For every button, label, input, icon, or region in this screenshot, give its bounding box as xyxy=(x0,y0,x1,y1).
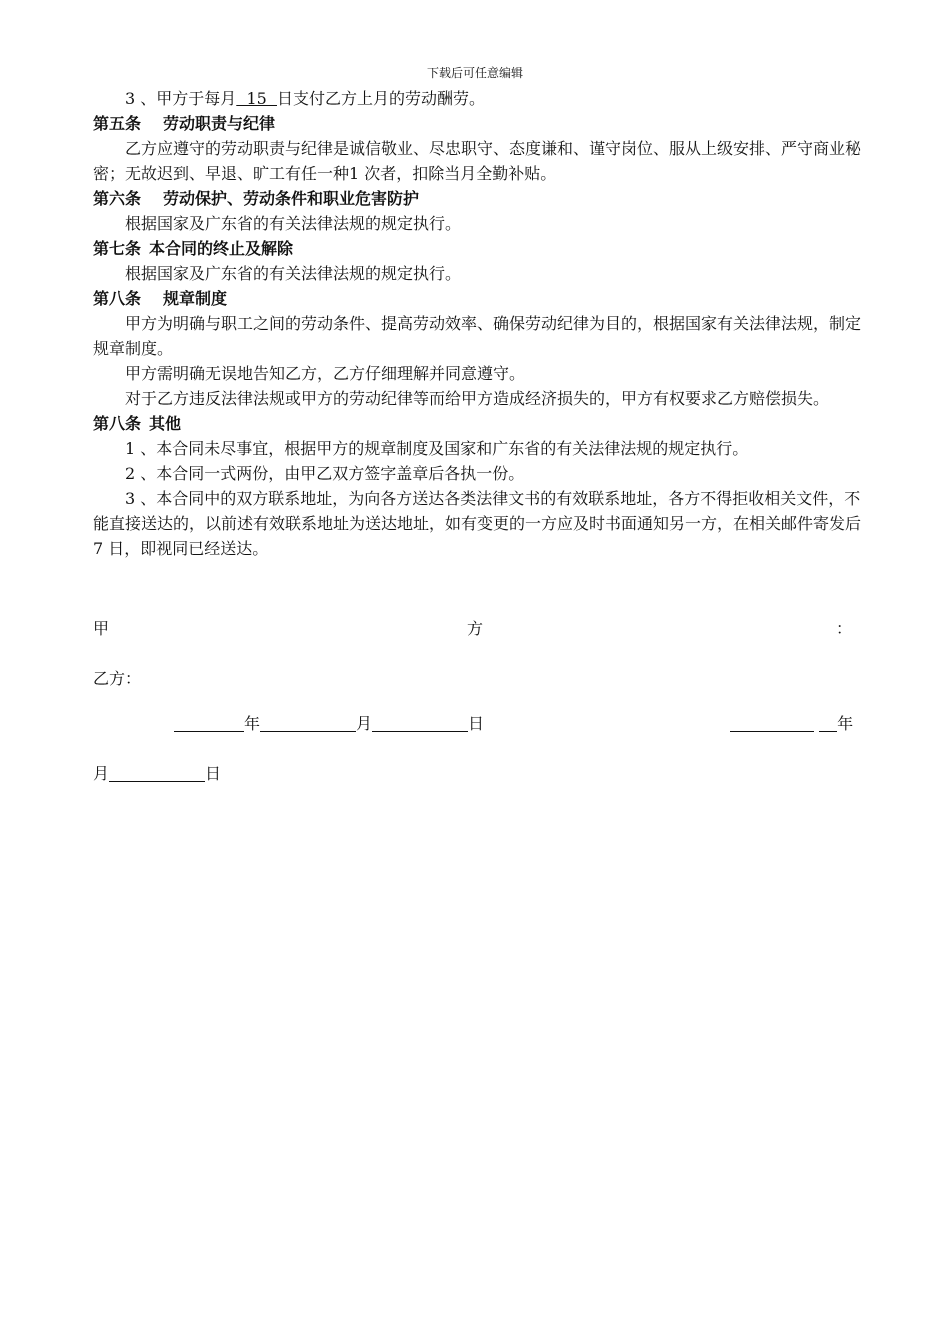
article-title: 规章制度 xyxy=(163,289,228,308)
payment-day: 15 xyxy=(236,89,277,108)
article-title: 本合同的终止及解除 xyxy=(149,239,294,258)
article-other-heading xyxy=(93,411,868,436)
year-label: 年 xyxy=(837,714,854,733)
party-b-label: 乙方： xyxy=(93,669,142,688)
article-title: 其他 xyxy=(149,414,182,433)
article-number: 第六条 xyxy=(93,189,142,208)
party-a-label-2: 方 xyxy=(467,619,484,638)
party-a-label-1: 甲 xyxy=(93,619,110,638)
day-label: 日 xyxy=(205,764,222,783)
party-a-colon: ： xyxy=(836,619,853,638)
contract-body xyxy=(93,86,868,561)
payment-text-post: 日支付乙方上月的劳动酬劳。 xyxy=(276,89,485,108)
article-number: 第八条 xyxy=(93,289,142,308)
article-7-text: 根据国家及广东省的有关法律法规的规定执行。 xyxy=(125,264,462,283)
date-a xyxy=(174,713,484,735)
date-b-month-day xyxy=(93,763,221,785)
day-blank[interactable] xyxy=(372,713,468,732)
article-7-heading xyxy=(93,236,868,261)
year-blank-tail xyxy=(819,713,837,732)
day-label: 日 xyxy=(468,714,485,733)
article-8-text-3: 对于乙方违反法律法规或甲方的劳动纪律等而给甲方造成经济损失的，甲方有权要求乙方赔偿损失。 xyxy=(125,389,830,408)
month-blank[interactable] xyxy=(260,713,356,732)
year-blank[interactable] xyxy=(730,713,814,732)
article-other-text-2: 2 、本合同一式两份，由甲乙双方签字盖章后各执一份。 xyxy=(125,464,525,483)
article-8-heading xyxy=(93,286,868,311)
page-header: 下载后可任意编辑 xyxy=(426,66,523,80)
article-5-heading xyxy=(93,111,868,136)
article-title: 劳动职责与纪律 xyxy=(163,114,276,133)
article-other-text-3: 3 、本合同中的双方联系地址，为向各方送达各类法律文书的有效联系地址，各方不得拒收相关文件，不能直接送达的，以前述有效联系地址为送达地址，如有变更的一方应及时书面通知另一方，在相关邮件寄发后7 日，即视同已经送达。 xyxy=(93,489,862,558)
payment-text-pre: 3 、甲方于每月 xyxy=(125,89,237,108)
article-5-text: 乙方应遵守的劳动职责与纪律是诚信敬业、尽忠职守、态度谦和、谨守岗位、服从上级安排、严守商业秘密；无故迟到、早退、旷工有任一种1 次者，扣除当月全勤补贴。 xyxy=(93,139,862,183)
day-blank[interactable] xyxy=(109,763,205,782)
year-blank-tail xyxy=(230,713,244,732)
article-other-text-1: 1 、本合同未尽事宜，根据甲方的规章制度及国家和广东省的有关法律法规的规定执行。 xyxy=(125,439,749,458)
article-6-heading xyxy=(93,186,868,211)
article-title: 劳动保护、劳动条件和职业危害防护 xyxy=(163,189,420,208)
article-8-text-2: 甲方需明确无误地告知乙方，乙方仔细理解并同意遵守。 xyxy=(125,364,526,383)
year-label: 年 xyxy=(244,714,261,733)
article-number: 第八条 xyxy=(93,414,142,433)
article-8-text-1: 甲方为明确与职工之间的劳动条件、提高劳动效率、确保劳动纪律为目的，根据国家有关法律法规，制定规章制度。 xyxy=(93,314,862,358)
month-label: 月 xyxy=(356,714,373,733)
article-6-text: 根据国家及广东省的有关法律法规的规定执行。 xyxy=(125,214,462,233)
month-label: 月 xyxy=(93,764,110,783)
year-blank[interactable] xyxy=(174,713,230,732)
article-number: 第五条 xyxy=(93,114,142,133)
date-b-year xyxy=(730,713,853,735)
payment-clause xyxy=(93,86,868,111)
article-number: 第七条 xyxy=(93,239,142,258)
